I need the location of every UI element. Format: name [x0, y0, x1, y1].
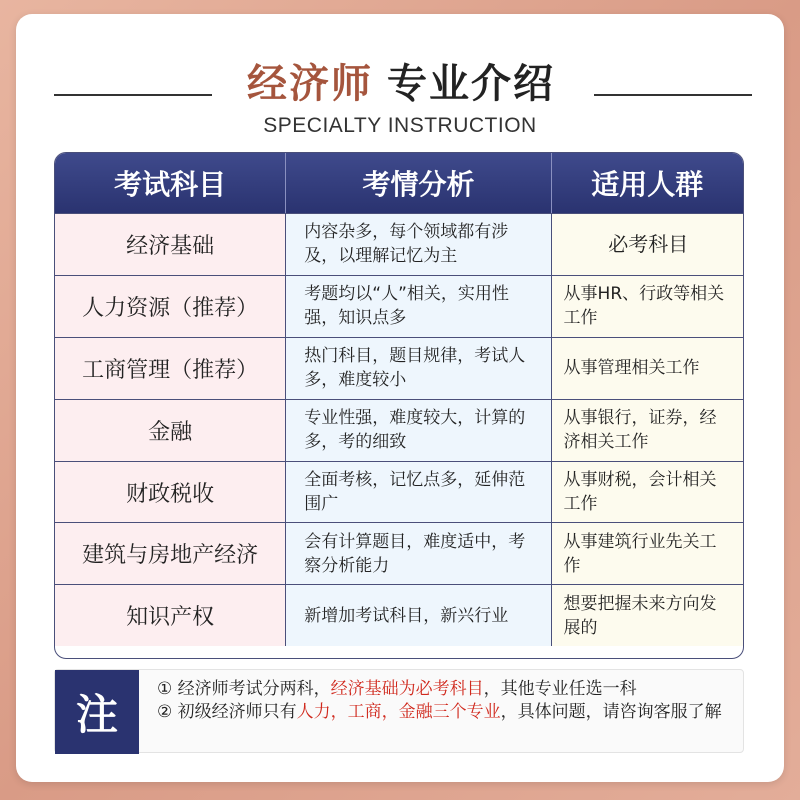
audience-cell: 从事银行，证券，经济相关工作: [552, 400, 743, 461]
title-divider-right: [594, 94, 752, 96]
note-line-1-highlight: 经济基础为必考科目: [330, 679, 484, 699]
subject-cell: 工商管理（推荐）: [55, 338, 286, 399]
subject-cell: 建筑与房地产经济: [55, 523, 286, 584]
analysis-cell: 全面考核，记忆点多，延伸范围广: [286, 462, 551, 523]
subject-cell: 经济基础: [55, 214, 286, 275]
column-header-audience: 适用人群: [591, 168, 704, 201]
table-row: [55, 275, 743, 337]
content-card: [16, 14, 784, 782]
analysis-cell: 专业性强，难度较大，计算的多，考的细致: [286, 400, 551, 461]
analysis-cell: 热门科目，题目规律，考试人多，难度较小: [286, 338, 551, 399]
analysis-cell: 会有计算题目，难度适中，考察分析能力: [286, 523, 551, 584]
subject-cell: 人力资源（推荐）: [55, 276, 286, 337]
analysis-cell: 新增加考试科目，新兴行业: [286, 585, 551, 646]
table-row: [55, 522, 743, 584]
table-row: [55, 213, 743, 275]
note-line-2-prefix: ② 初级经济师只有: [157, 702, 297, 722]
note-line-1: [157, 678, 737, 701]
page-title: [226, 52, 576, 116]
title-main: 经济师: [247, 61, 373, 107]
title-divider-left: [54, 94, 212, 96]
analysis-cell: 考题均以“人”相关，实用性强，知识点多: [286, 276, 551, 337]
audience-cell: 必考科目: [552, 214, 743, 275]
column-header-analysis: 考情分析: [286, 153, 551, 213]
note-line-1-suffix: ，其他专业任选一科: [483, 679, 637, 699]
table-row: [55, 461, 743, 523]
audience-cell: 想要把握未来方向发展的: [552, 585, 743, 646]
audience-cell: 从事管理相关工作: [552, 338, 743, 399]
note-box: [54, 669, 744, 753]
analysis-cell: 内容杂多，每个领域都有涉及，以理解记忆为主: [286, 214, 551, 275]
subject-cell: 财政税收: [55, 462, 286, 523]
table-row: [55, 584, 743, 646]
specialty-table: [54, 152, 744, 659]
table-header: [55, 153, 743, 213]
title-row: [16, 52, 784, 116]
column-header-subject: 考试科目: [55, 153, 286, 213]
subject-cell: 知识产权: [55, 585, 286, 646]
subject-cell: 金融: [55, 400, 286, 461]
audience-cell: 从事财税，会计相关工作: [552, 462, 743, 523]
note-line-1-prefix: ① 经济师考试分两科，: [157, 679, 331, 699]
note-line-2-highlight: 人力，工商，金融三个专业: [296, 702, 501, 722]
audience-cell: 从事HR、行政等相关工作: [552, 276, 743, 337]
audience-cell: 从事建筑行业先关工作: [552, 523, 743, 584]
note-lines: [157, 678, 737, 724]
title-sub: 专业介绍: [387, 61, 555, 107]
note-icon: 注: [55, 670, 139, 754]
note-line-2: [157, 701, 737, 724]
note-line-2-suffix: ，具体问题，请咨询客服了解: [500, 702, 722, 722]
table-row: [55, 337, 743, 399]
table-row: [55, 399, 743, 461]
page-subtitle: SPECIALTY INSTRUCTION: [263, 114, 537, 137]
